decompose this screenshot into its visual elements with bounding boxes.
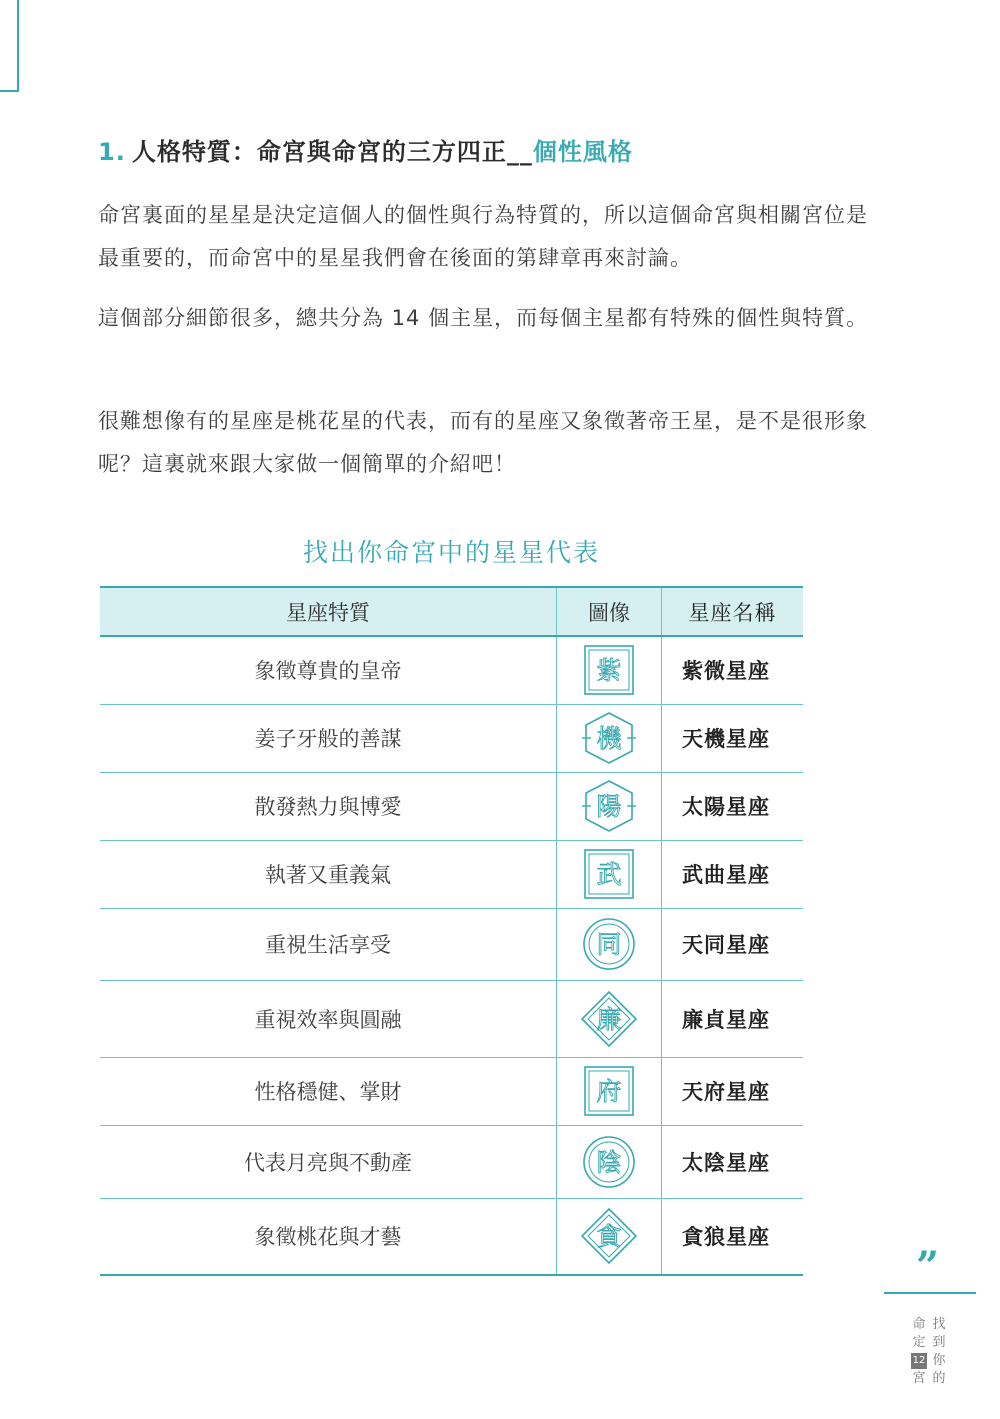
star-trait: 象徵桃花與才藝	[100, 1198, 557, 1275]
book-title-char: 你	[932, 1353, 946, 1368]
star-glyph: 同	[596, 930, 622, 959]
table-row	[100, 840, 803, 908]
square-frame-icon	[581, 846, 637, 902]
star-name: 太陰星座	[662, 1125, 804, 1198]
star-name: 廉貞星座	[662, 980, 804, 1057]
star-symbol-cell	[557, 840, 662, 908]
square-frame-icon	[581, 642, 637, 698]
quote-mark: ”	[916, 1243, 940, 1290]
book-title-char: 到	[932, 1335, 946, 1350]
table-row	[100, 772, 803, 840]
paragraph-3: 很難想像有的星座是桃花星的代表，而有的星座又象徵著帝王星，是不是很形象呢？這裏就來跟大家做一個簡單的介紹吧！	[98, 409, 868, 476]
star-glyph: 陰	[596, 1147, 622, 1177]
book-title-char: 的	[932, 1371, 946, 1386]
star-table	[100, 586, 803, 1276]
star-trait: 散發熱力與博愛	[100, 772, 557, 840]
star-name: 太陽星座	[662, 772, 804, 840]
book-title-char: 命	[912, 1317, 926, 1332]
section-number: 1.	[98, 138, 126, 166]
diamond-frame-icon	[581, 991, 637, 1047]
star-trait: 重視生活享受	[100, 908, 557, 980]
book-title-char: 定	[912, 1335, 926, 1350]
circle-frame-icon	[581, 1134, 637, 1190]
book-title-col-1	[931, 1316, 947, 1388]
section-title-accent: 個性風格	[532, 138, 633, 166]
star-trait: 姜子牙般的善謀	[100, 704, 557, 772]
star-name: 天機星座	[662, 704, 804, 772]
section-title: 人格特質：命宮與命宮的三方四正__	[131, 138, 533, 166]
table-row	[100, 980, 803, 1057]
star-name: 天府星座	[662, 1057, 804, 1125]
book-title-char: 找	[932, 1317, 946, 1332]
star-name: 紫微星座	[662, 636, 804, 704]
star-trait: 代表月亮與不動產	[100, 1125, 557, 1198]
star-name: 貪狼星座	[662, 1198, 804, 1275]
star-symbol-cell	[557, 636, 662, 704]
table-title: 找出你命宮中的星星代表	[302, 538, 600, 567]
paragraph-2: 這個部分細節很多，總共分為 14 個主星，而每個主星都有特殊的個性與特質。	[98, 306, 869, 330]
star-glyph: 紫	[596, 656, 622, 686]
table-row	[100, 1057, 803, 1125]
book-title-number-badge: 12	[911, 1353, 927, 1369]
star-glyph: 武	[596, 860, 622, 889]
circle-frame-icon	[581, 916, 637, 972]
section-heading	[98, 132, 633, 167]
star-trait: 重視效率與圓融	[100, 980, 557, 1057]
star-symbol-cell	[557, 1198, 662, 1275]
hexagon-frame-icon	[581, 710, 637, 766]
star-name: 武曲星座	[662, 840, 804, 908]
square-frame-icon	[581, 1063, 637, 1119]
star-name: 天同星座	[662, 908, 804, 980]
book-title-col-2	[911, 1316, 927, 1388]
star-glyph: 府	[596, 1077, 622, 1106]
star-symbol-cell	[557, 704, 662, 772]
table-row	[100, 636, 803, 704]
quote-divider	[884, 1292, 976, 1294]
header-image: 圖像	[557, 587, 662, 636]
table-header-row	[100, 587, 803, 636]
table-row	[100, 1125, 803, 1198]
star-glyph: 機	[596, 724, 622, 753]
star-symbol-cell	[557, 980, 662, 1057]
table-row	[100, 1198, 803, 1275]
hexagon-frame-icon	[581, 778, 637, 834]
star-trait: 執著又重義氣	[100, 840, 557, 908]
book-title	[911, 1316, 951, 1392]
header-trait: 星座特質	[100, 587, 557, 636]
star-symbol-cell	[557, 1057, 662, 1125]
header-name: 星座名稱	[662, 587, 804, 636]
star-trait: 象徵尊貴的皇帝	[100, 636, 557, 704]
table-row	[100, 704, 803, 772]
star-glyph: 陽	[596, 792, 622, 821]
star-symbol-cell	[557, 772, 662, 840]
star-symbol-cell	[557, 908, 662, 980]
corner-decoration	[0, 0, 19, 92]
star-glyph: 廉	[596, 1004, 622, 1034]
diamond-frame-icon	[581, 1208, 637, 1264]
book-title-char: 宮	[912, 1371, 926, 1386]
star-glyph: 貪	[596, 1222, 622, 1252]
table-row	[100, 908, 803, 980]
star-trait: 性格穩健、掌財	[100, 1057, 557, 1125]
paragraph-1: 命宮裏面的星星是決定這個人的個性與行為特質的，所以這個命宮與相關宮位是最重要的，而命宮中的星星我們會在後面的第肆章再來討論。	[98, 203, 868, 270]
star-symbol-cell	[557, 1125, 662, 1198]
